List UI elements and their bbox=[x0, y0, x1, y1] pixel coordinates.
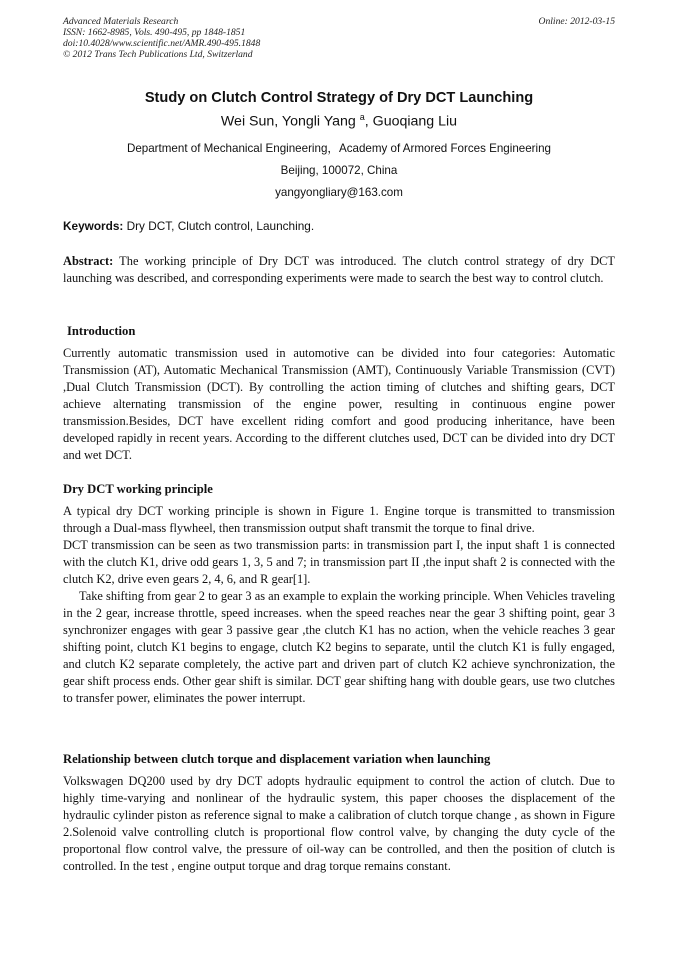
copyright-line: © 2012 Trans Tech Publications Ltd, Switzerland bbox=[63, 49, 253, 60]
authors-part1: Wei Sun, Yongli Yang bbox=[220, 113, 360, 130]
introduction-paragraph: Currently automatic transmission used in automotive can be divided into four categories: Automatic Transmission (AT), Automatic Mechanical Transmission (AMT), Continuously Variable Transmission (CVT) ,Dual Clutch Transmission (DCT). By controlling the action timing of clutches and shifting gears, DCT achieve alternating transmission of the engine power, resulting in continuous engine power transmission.Besides, DCT have excellent riding comfort and good producing inheritance, have been developed rapidly in recent years. According to the different clutches used, DCT can be divided into dry DCT and wet DCT. bbox=[63, 346, 615, 462]
abstract-text: The working principle of Dry DCT was introduced. The clutch control strategy of dry DCT launching was described, and corresponding experiments were made to search the best way to control clutch. bbox=[63, 254, 615, 285]
principle-paragraph-2: DCT transmission can be seen as two transmission parts: in transmission part I, the input shaft 1 is connected with the clutch K1, drive odd gears 1, 3, 5 and 7; in transmission part II ,the input shaft 2 is connected with the clutch K2, drive even gears 2, 4, 6, and R gear[1]. bbox=[63, 538, 615, 586]
principle-body bbox=[63, 503, 615, 707]
paper-title: Study on Clutch Control Strategy of Dry DCT Launching bbox=[144, 90, 534, 106]
relationship-paragraph: Volkswagen DQ200 used by dry DCT adopts hydraulic equipment to control the action of clutch. Due to highly time-varying and nonlinear of the hydraulic system, this paper chooses the displacement of the hydraulic cylinder piston as reference signal to make a calibration of clutch torque change , as shown in Figure 2.Solenoid valve controlling clutch is proportional flow control valve, by changing the duty cycle of the proportonal flow control valve, the pressure of oil-way can be controlled, and then the position of clutch is controlled. In the test , engine output torque and drag torque remains constant. bbox=[63, 774, 615, 873]
relationship-body bbox=[63, 773, 615, 875]
journal-header bbox=[63, 16, 615, 60]
online-date: Online: 2012-03-15 bbox=[538, 16, 615, 27]
doi-line: doi:10.4028/www.scientific.net/AMR.490-495.1848 bbox=[63, 38, 261, 49]
introduction-body bbox=[63, 345, 615, 464]
affiliation-department: Department of Mechanical Engineering，Academy of Armored Forces Engineering bbox=[126, 142, 552, 155]
authors-part2: , Guoqiang Liu bbox=[364, 113, 458, 130]
abstract-label: Abstract: bbox=[63, 254, 114, 268]
section-heading-introduction: Introduction bbox=[67, 324, 136, 338]
keywords-text: Dry DCT, Clutch control, Launching. bbox=[123, 219, 315, 233]
principle-paragraph-3: Take shifting from gear 2 to gear 3 as an example to explain the working principle. When Vehicles traveling in the 2 gear, increase throttle, speed increases. when the speed reaches near the gear 3 shifting point, gear 3 synchronizer engages with gear 3 passive gear ,the clutch K1 has no action, when the vehicle reaches 3 gear shifting point, clutch K1 begins to engage, clutch K2 begins to separate, until the clutch K1 is fully engaged, and clutch K2 separate completely, the active part and driven part of clutch K2 achieve synchronization, the gear shift process ends. Other gear shift is similar. DCT gear shifting hang with double gears, use two clutches to transfer power, eliminates the power interrupt. bbox=[63, 589, 615, 705]
section-heading-relationship: Relationship between clutch torque and displacement variation when launching bbox=[63, 752, 491, 766]
keywords bbox=[63, 219, 615, 233]
author-email: yangyongliary@163.com bbox=[275, 186, 403, 199]
abstract bbox=[63, 253, 615, 287]
principle-paragraph-1: A typical dry DCT working principle is shown in Figure 1. Engine torque is transmitted to transmission through a Dual-mass flywheel, then transmission output shaft transmit the torque to final drive. bbox=[63, 504, 615, 535]
section-heading-principle: Dry DCT working principle bbox=[63, 482, 213, 496]
issn-line: ISSN: 1662-8985, Vols. 490-495, pp 1848-1851 bbox=[63, 27, 246, 38]
author-list bbox=[0, 112, 678, 130]
keywords-label: Keywords: bbox=[63, 219, 124, 233]
author-affiliation-mark: a bbox=[359, 112, 365, 122]
journal-name: Advanced Materials Research bbox=[63, 16, 179, 27]
affiliation-location: Beijing, 100072, China bbox=[280, 164, 398, 177]
